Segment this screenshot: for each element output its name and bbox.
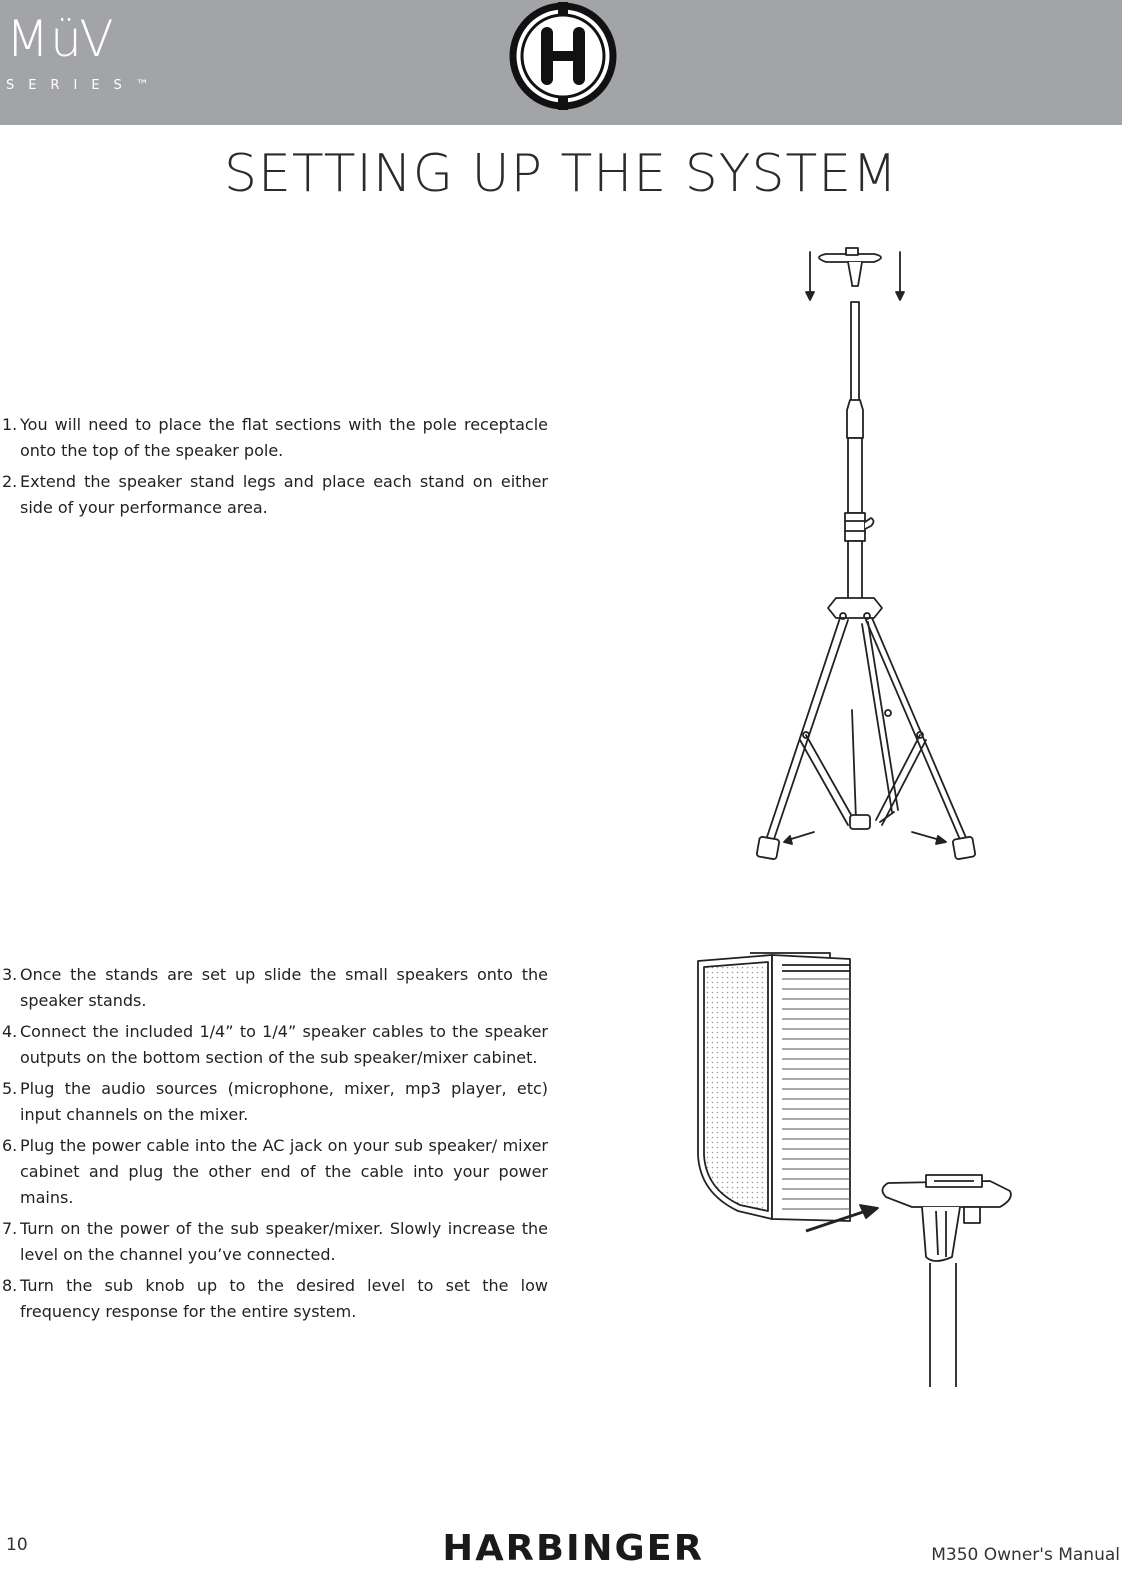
steps-list-speaker-setup (0, 962, 548, 1330)
page-number: 10 (6, 1535, 28, 1555)
list-item: 3. Once the stands are set up slide the small speakers onto the speaker stands. (2, 965, 548, 1010)
list-item: 1. You will need to place the flat sections with the pole receptacle onto the top of the speaker pole. (2, 415, 548, 460)
list-item: 4. Connect the included 1/4” to 1/4” speaker cables to the speaker outputs on the bottom section of the sub speaker/mixer cabinet. (2, 1022, 548, 1067)
list-item: 6. Plug the power cable into the AC jack on your sub speaker/ mixer cabinet and plug the other end of the cable into your power mains. (2, 1136, 548, 1207)
list-item: 2. Extend the speaker stand legs and place each stand on either side of your performance area. (2, 472, 548, 517)
page-header (0, 0, 1122, 125)
harbinger-wordmark-logo: HARBINGER (442, 1528, 705, 1569)
speaker-stand-illustration (740, 240, 1000, 865)
muv-brand-name: MüV (6, 10, 115, 68)
manual-title: M350 Owner's Manual (931, 1545, 1120, 1565)
page-title: SETTING UP THE SYSTEM (224, 144, 898, 204)
list-item: 8. Turn the sub knob up to the desired level to set the low frequency response for the entire system. (2, 1276, 548, 1321)
muv-brand-series: SERIES™ (6, 78, 163, 93)
harbinger-h-logo-icon (508, 2, 618, 110)
list-item: 5. Plug the audio sources (microphone, mixer, mp3 player, etc) input channels on the mixer. (2, 1079, 548, 1124)
list-item: 7. Turn on the power of the sub speaker/mixer. Slowly increase the level on the channel you’ve connected. (2, 1219, 548, 1264)
steps-list-stand-setup (0, 412, 548, 526)
speaker-mount-illustration (690, 945, 1025, 1395)
